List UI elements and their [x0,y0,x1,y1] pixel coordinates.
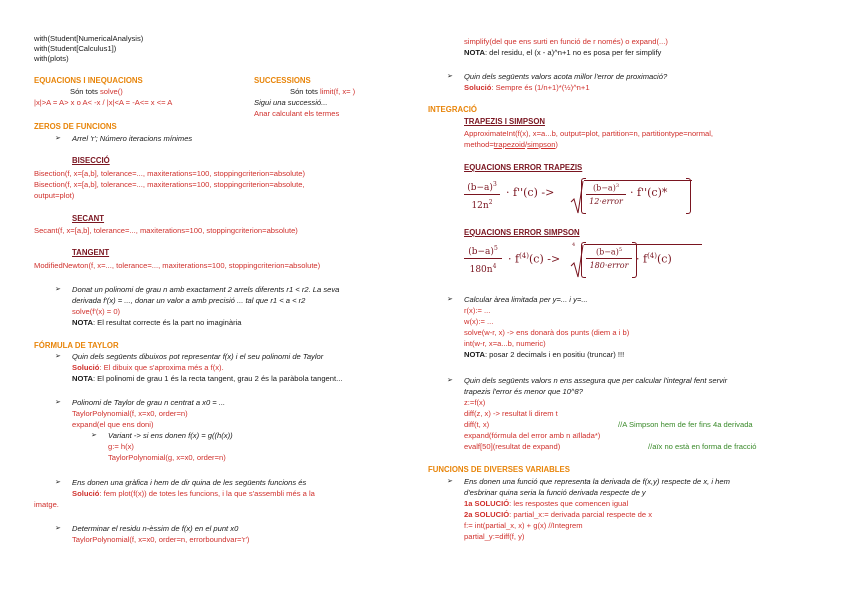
approximate-int-line: ApproximateInt(f(x), x=a...b, output=plot, partition=n, partitiontype=normal, [464,129,714,138]
method-close: ) [555,140,558,149]
section-title-zeros: ZEROS DE FUNCIONS [34,122,117,131]
subtitle-secant: SECANT [72,214,105,223]
code-line: TaylorPolynomial(g, x=x0, order=n) [108,453,226,462]
biseccio-line: output=plot) [34,191,75,200]
solution-line [464,510,652,520]
question-text: derivada f'(x) = ..., donar un valor a amb precisió ... tal que r1 < a < r2 [72,296,306,305]
code-line: partial_y:=diff(f, y) [464,532,525,541]
root-index: 4 [572,242,576,248]
fraction-denominator: $180n^4$ [469,263,497,275]
arrow-bullet-icon: ➢ [447,73,453,80]
subtitle-error-simpson: EQUACIONS ERROR SIMPSON [464,228,580,237]
arrow-bullet-icon: ➢ [447,296,453,303]
solution-label: Solució [464,83,492,92]
fraction-bar [464,194,500,195]
code-line: g:= h(x) [108,442,134,451]
inner-fraction: $(b-a)^3$ 12·error [586,183,626,211]
f4-arrow: · $f^{(4)}(c)$ -> [508,252,561,266]
fraction-denominator: $12n^2$ [471,199,493,211]
note-text: : El resultat correcte és la part no imaginària [92,318,242,327]
solution-line [464,83,590,93]
fraction-numerator: $(b-a)^3$ [467,181,497,193]
sqrt-bar [584,244,702,245]
open-paren [581,178,586,214]
note-label: NOTA [72,318,93,327]
question-text: d'esbrinar quina seria la funció derivada respecte de y [464,488,646,497]
code-comment: //aïx no està en forma de fracció [648,442,757,451]
formula-error-trapezis [464,180,704,218]
code-line: expand(fórmula del error amb n aïllada*) [464,431,601,440]
arrow-bullet-icon: ➢ [55,286,61,293]
solution-text: : Sempre és (1/n+1)*(½)^n+1 [491,83,590,92]
subtitle-trapezis-simpson: TRAPEZIS I SIMPSON [464,117,546,126]
code-line: TaylorPolynomial(f, x=x0, order=n, errorboundvar='r') [72,535,250,544]
successio-termes: Anar calculant els termes [254,109,340,118]
tangent-line: ModifiedNewton(f, x=..., tolerance=..., maxiterations=100, stoppingcriterion=absolute) [34,261,321,270]
solution-text: : El dibuix que s'aproxima més a f(x). [99,363,224,372]
note-text: : del residu, el (x - a)^n+1 no es posa per fer simplify [484,48,662,57]
method-simpson: simpson [527,140,556,149]
header-line: with(Student[NumericalAnalysis) [34,34,144,43]
f4-tail: · $f^{(4)}(c)$ [636,252,672,266]
limit-prefix: Són tots [290,87,320,96]
approximate-int-method [464,140,558,150]
solution-label: 1a SOLUCIÓ [464,499,510,508]
successio-text: Sigui una successió... [254,98,328,107]
note-label: NOTA [464,48,485,57]
simplify-line: simplify(del que ens surti en funció de r només) o expand(...) [464,37,668,46]
question-text: Calcular àrea limitada per y=... i y=... [464,295,588,304]
code-line: evalf[50](resultat de expand) [464,442,561,451]
question-text: Polinomi de Taylor de grau n centrat a x0 = ... [72,398,226,407]
fpp-arrow: · f''(c) -> [506,186,555,199]
arrow-bullet-icon: ➢ [55,135,61,142]
close-paren [632,242,637,278]
solve-command: solve() [99,87,123,96]
question-text: Quin dels següents valors acota millor l'error de proximació? [464,72,668,81]
question-text: trapezis l'error és menor que 10^8? [464,387,583,396]
note-line [72,374,342,384]
biseccio-line: Bisection(f, x=[a,b], tolerance=..., maxiterations=100, stoppingcriterion=absolute, [34,180,305,189]
header-line: with(Student[Calculus1]) [34,44,117,53]
solution-line [72,489,315,499]
arrow-bullet-icon: ➢ [55,479,61,486]
code-line: f:= int(partial_x, x) + g(x) //Integrem [464,521,583,530]
secant-line: Secant(f, x=[a,b], tolerance=..., maxiterations=100, stoppingcriterion=absolute) [34,226,298,235]
question-text: Quin dels següents dibuixos pot representar f(x) i el seu polinomi de Taylor [72,352,324,361]
note-text: : posar 2 decimals i en positiu (truncar) !!! [484,350,625,359]
code-line: expand(el que ens doni) [72,420,154,429]
arrow-bullet-icon: ➢ [55,399,61,406]
solution-text: : fem plot(f(x)) de totes les funcions, i la que s'assembli més a la [99,489,315,498]
solve-prefix: Són tots [70,87,100,96]
code-line: TaylorPolynomial(f, x=x0, order=n) [72,409,188,418]
limit-line [290,87,355,97]
code-line: diff(t, x) [464,420,490,429]
section-title-integracio: INTEGRACIÓ [428,105,477,114]
open-paren [581,242,586,278]
solve-derivative: solve(f'(x) = 0) [72,307,121,316]
section-title-successions: SUCCESSIONS [254,76,311,85]
fpp-tail: · f''(c)* [630,186,668,199]
subtitle-error-trapezis: EQUACIONS ERROR TRAPEZIS [464,163,583,172]
solution-label: Solució [72,489,100,498]
question-text: Donat un polinomi de grau n amb exactament 2 arrels diferents r1 < r2. La seva [72,285,340,294]
section-title-taylor: FÓRMULA DE TAYLOR [34,341,119,350]
note-label: NOTA [464,350,485,359]
arrow-bullet-icon: ➢ [447,478,453,485]
solve-line [70,87,123,97]
question-text: Quin dels següents valors n ens assegura que per calcular l'integral fent servir [464,376,728,385]
biseccio-line: Bisection(f, x=[a,b], tolerance=..., maxiterations=100, stoppingcriterion=absolute) [34,169,305,178]
subtitle-biseccio: BISECCIÓ [72,156,110,165]
solution-text: imatge. [34,500,59,509]
solution-line [72,363,224,373]
code-comment: //A Simpson hem de fer fins 4a derivada [618,420,753,429]
question-text: Ens donen una funció que representa la derivada de f(x,y) respecte de x, i hem [464,477,730,486]
variant-text: Variant -> si ens donen f(x) = g((h(x)) [108,431,233,440]
header-line: with(plots) [34,54,69,63]
code-line: int(w-r, x=a...b, numeric) [464,339,546,348]
close-paren [686,178,691,214]
limit-command: limit(f, x= ) [319,87,356,96]
solution-text: : partial_x:= derivada parcial respecte de x [509,510,653,519]
arrel-text: Arrel 'r'; Número iteracions mínimes [72,134,193,143]
arrow-bullet-icon: ➢ [447,377,453,384]
code-line: r(x):= ... [464,306,491,315]
solution-label: 2a SOLUCIÓ [464,510,510,519]
method-trapezoid: trapezoid [493,140,526,149]
code-line: diff(z, x) -> resultat li direm t [464,409,558,418]
solution-label: Solució [72,363,100,372]
formula-error-simpson [464,244,724,282]
inner-fraction: $(b-a)^5$ 180·error [586,247,632,275]
note-line [464,350,624,360]
arrow-bullet-icon: ➢ [55,353,61,360]
arrow-bullet-icon: ➢ [55,525,61,532]
note-line [464,48,661,58]
question-text: Determinar el residu n-èssim de f(x) en el punt x0 [72,524,239,533]
code-line: solve(w-r, x) -> ens donarà dos punts (diem a i b) [464,328,630,337]
question-text: Ens donen una gràfica i hem de dir quina de les següents funcions és [72,478,307,487]
section-title-equacions: EQUACIONS I INEQUACIONS [34,76,143,85]
section-title-diverses: FUNCIONS DE DIVERSES VARIABLES [428,465,570,474]
arrow-bullet-icon: ➢ [91,432,97,439]
subtitle-tangent: TANGENT [72,248,110,257]
code-line: z:=f(x) [464,398,486,407]
code-line: w(x):= ... [464,317,494,326]
fraction-numerator: $(b-a)^5$ [468,245,498,257]
method-slash: / [525,140,528,149]
solution-line [464,499,628,509]
method-prefix: method= [464,140,494,149]
note-line [72,318,242,328]
note-text: : El polinomi de grau 1 és la recta tangent, grau 2 és la paràbola tangent... [92,374,343,383]
sqrt-bar [584,180,692,181]
abs-rule: |x|>A = A> x o A< -x / |x|<A = -A<= x <= A [34,98,173,107]
solution-text: : les respostes que comencen igual [509,499,629,508]
note-label: NOTA [72,374,93,383]
fraction-bar [464,258,502,259]
